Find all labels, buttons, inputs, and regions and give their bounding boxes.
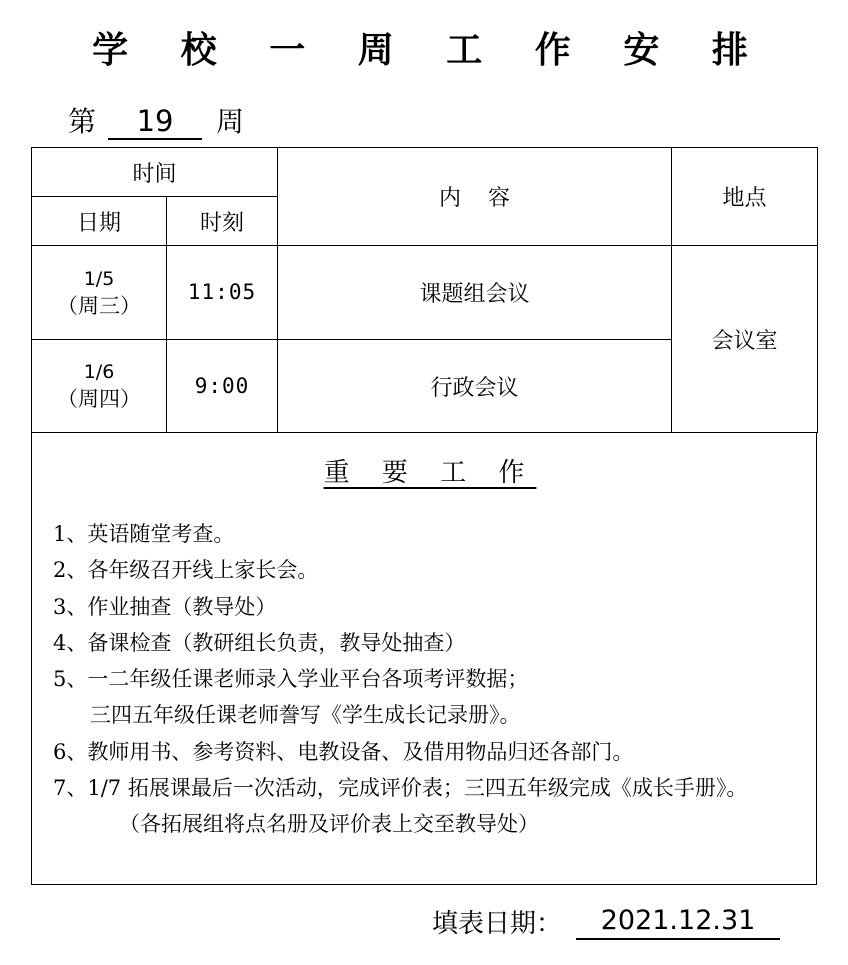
fill-date-label: 填表日期： — [432, 909, 563, 939]
week-prefix: 第 — [68, 105, 97, 138]
time-cell: 9:00 — [167, 340, 278, 433]
week-suffix: 周 — [216, 105, 245, 138]
header-clock: 时刻 — [167, 197, 278, 246]
list-item: 3、作业抽查（教导处） — [53, 594, 277, 619]
list-item: 2、各年级召开线上家长会。 — [53, 558, 319, 583]
list-item: 1、英语随堂考查。 — [53, 522, 235, 546]
list-item: 6、教师用书、参考资料、电教设备、及借用物品归还各部门。 — [53, 739, 634, 764]
date-value: 1/5 — [83, 267, 115, 290]
list-item-continuation: （各拓展组将点名册及评价表上交至教导处） — [119, 812, 539, 837]
list-item: 7、1/7 拓展课最后一次活动，完成评价表；三四五年级完成《成长手册》。 — [53, 776, 748, 801]
important-work-title: 重 要 工 作 — [323, 458, 537, 488]
weekday-value: （周三） — [57, 293, 141, 318]
table-row — [32, 246, 818, 340]
important-work-list — [53, 516, 813, 843]
list-item-continuation: 三四五年级任课老师誊写《学生成长记录册》。 — [90, 703, 521, 728]
fill-date-value: 2021.12.31 — [576, 904, 780, 940]
content-cell: 行政会议 — [278, 340, 672, 433]
date-cell — [32, 340, 167, 433]
week-number: 19 — [108, 104, 202, 140]
fill-date-line — [432, 900, 780, 940]
location-cell: 会议室 — [672, 246, 818, 433]
schedule-table — [31, 147, 818, 433]
header-location: 地点 — [672, 148, 818, 246]
list-item: 5、一二年级任课老师录入学业平台各项考评数据； — [53, 667, 529, 692]
content-cell: 课题组会议 — [278, 246, 672, 340]
header-content: 内 容 — [278, 148, 672, 246]
header-time: 时间 — [32, 148, 278, 197]
week-line — [68, 100, 244, 140]
header-date: 日期 — [32, 197, 167, 246]
important-work-section — [31, 432, 817, 885]
date-value: 1/6 — [83, 361, 115, 383]
header-row-time — [32, 148, 818, 197]
list-item: 4、备课检查（教研组长负责，教导处抽查） — [53, 630, 466, 655]
time-cell: 11:05 — [167, 246, 278, 340]
weekday-value: （周四） — [57, 387, 141, 411]
date-cell — [32, 246, 167, 340]
page-title: 学 校 一 周 工 作 安 排 — [92, 29, 768, 71]
